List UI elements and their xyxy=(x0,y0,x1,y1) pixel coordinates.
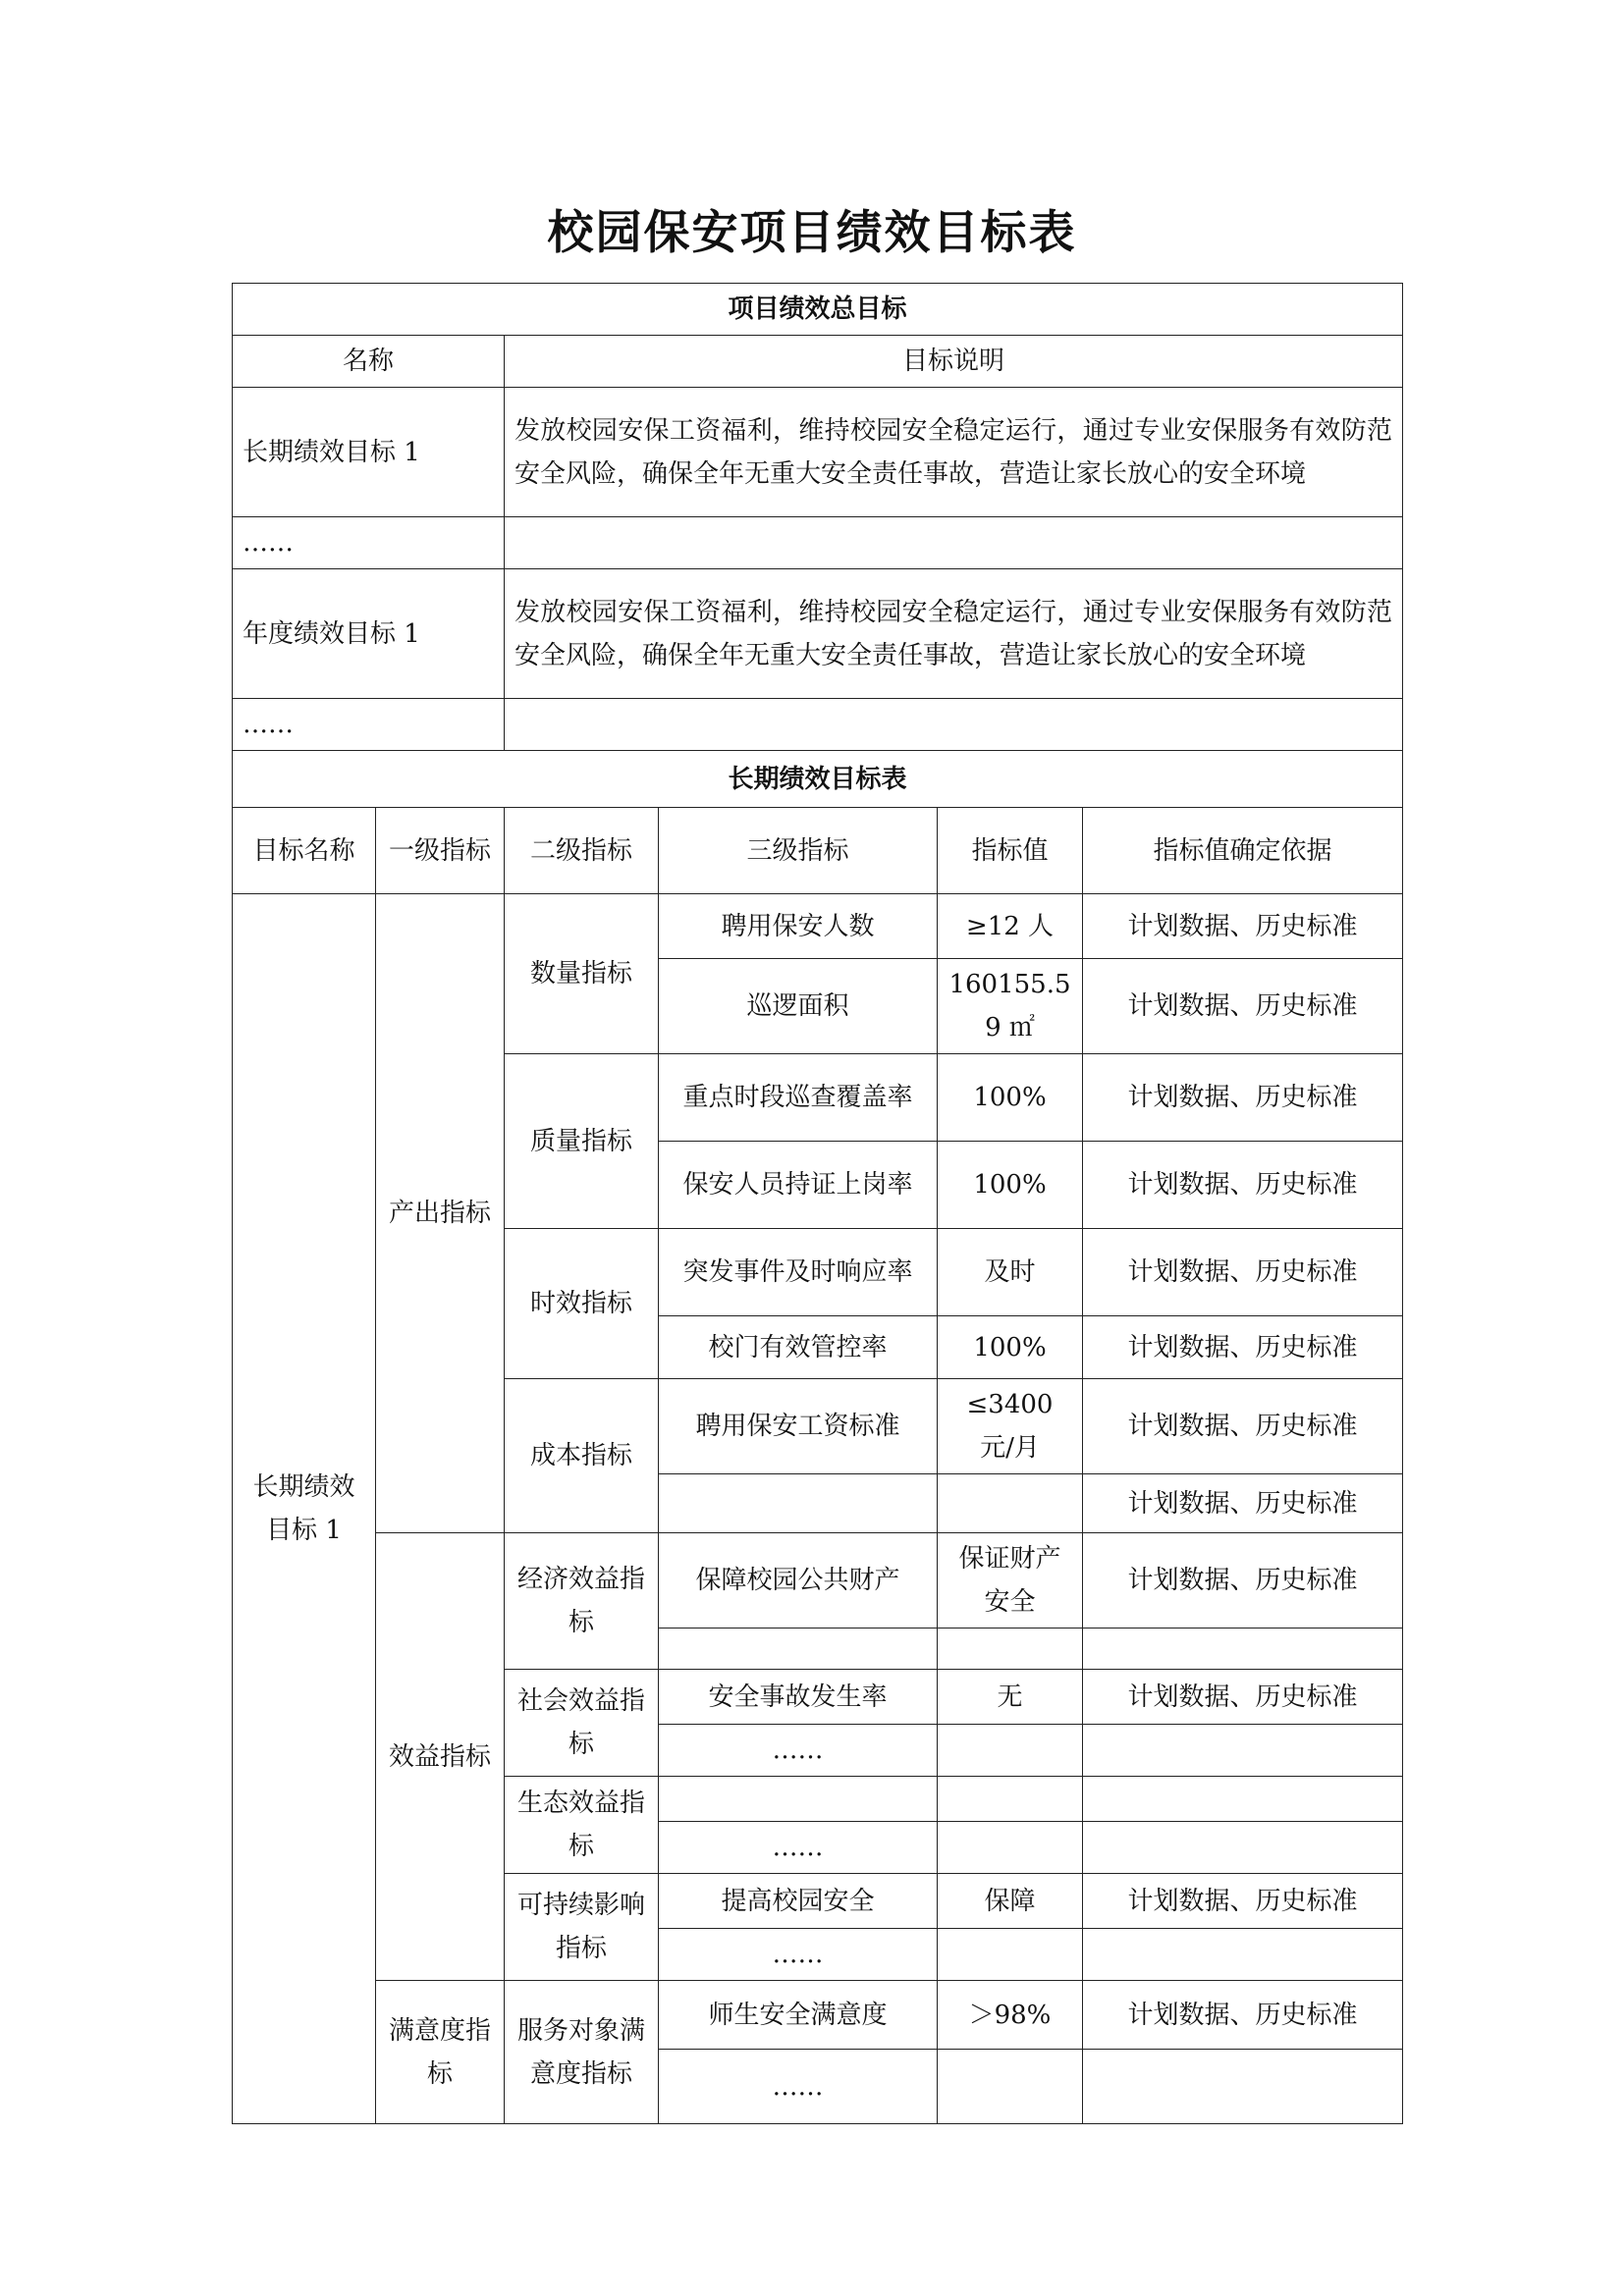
value-cell: 无 xyxy=(938,1670,1083,1725)
level1-output: 产出指标 xyxy=(376,894,505,1533)
basis-cell xyxy=(1083,1629,1403,1670)
level3-cell: 聘用保安工资标准 xyxy=(659,1379,938,1474)
value-cell xyxy=(938,1822,1083,1874)
basis-cell: 计划数据、历史标准 xyxy=(1083,1474,1403,1533)
basis-cell: 计划数据、历史标准 xyxy=(1083,894,1403,959)
value-cell: 160155.59 ㎡ xyxy=(938,959,1083,1054)
basis-cell xyxy=(1083,1822,1403,1874)
level2-quantity: 数量指标 xyxy=(505,894,659,1054)
level3-cell xyxy=(659,1474,938,1533)
summary-row-desc xyxy=(505,517,1403,569)
basis-cell: 计划数据、历史标准 xyxy=(1083,1142,1403,1229)
level2-timeliness: 时效指标 xyxy=(505,1229,659,1379)
col-header-level2: 二级指标 xyxy=(505,808,659,894)
value-cell: ≤3400 元/月 xyxy=(938,1379,1083,1474)
value-cell xyxy=(938,1474,1083,1533)
basis-cell: 计划数据、历史标准 xyxy=(1083,1981,1403,2050)
summary-heading: 项目绩效总目标 xyxy=(233,284,1403,336)
performance-table xyxy=(232,283,1403,2124)
level3-cell: 突发事件及时响应率 xyxy=(659,1229,938,1316)
level3-cell: …… xyxy=(659,1822,938,1874)
level3-cell: 师生安全满意度 xyxy=(659,1981,938,2050)
level2-social: 社会效益指标 xyxy=(505,1670,659,1777)
basis-cell xyxy=(1083,2050,1403,2124)
level3-cell: …… xyxy=(659,2050,938,2124)
value-cell: ≥12 人 xyxy=(938,894,1083,959)
longterm-heading: 长期绩效目标表 xyxy=(233,751,1403,808)
level3-cell: 聘用保安人数 xyxy=(659,894,938,959)
value-cell xyxy=(938,1929,1083,1981)
level2-ecological: 生态效益指标 xyxy=(505,1777,659,1874)
value-cell: ＞98% xyxy=(938,1981,1083,2050)
value-cell: 保障 xyxy=(938,1874,1083,1929)
basis-cell: 计划数据、历史标准 xyxy=(1083,1670,1403,1725)
level3-cell xyxy=(659,1629,938,1670)
value-cell xyxy=(938,1777,1083,1822)
level1-benefit: 效益指标 xyxy=(376,1533,505,1981)
col-header-name: 名称 xyxy=(233,336,505,388)
value-cell xyxy=(938,2050,1083,2124)
level1-satisfaction: 满意度指标 xyxy=(376,1981,505,2124)
col-header-desc: 目标说明 xyxy=(505,336,1403,388)
basis-cell xyxy=(1083,1725,1403,1777)
basis-cell: 计划数据、历史标准 xyxy=(1083,1316,1403,1379)
summary-row-desc xyxy=(505,699,1403,751)
col-header-goal: 目标名称 xyxy=(233,808,376,894)
value-cell: 100% xyxy=(938,1142,1083,1229)
summary-row-name: 年度绩效目标 1 xyxy=(233,569,505,699)
level3-cell: 保安人员持证上岗率 xyxy=(659,1142,938,1229)
basis-cell: 计划数据、历史标准 xyxy=(1083,1533,1403,1629)
level3-cell: 巡逻面积 xyxy=(659,959,938,1054)
basis-cell: 计划数据、历史标准 xyxy=(1083,1379,1403,1474)
level3-cell: 重点时段巡查覆盖率 xyxy=(659,1054,938,1142)
value-cell: 100% xyxy=(938,1054,1083,1142)
value-cell: 保证财产安全 xyxy=(938,1533,1083,1629)
level2-satisfaction: 服务对象满意度指标 xyxy=(505,1981,659,2124)
summary-row-name: …… xyxy=(233,699,505,751)
value-cell xyxy=(938,1725,1083,1777)
level3-cell: …… xyxy=(659,1929,938,1981)
level2-cost: 成本指标 xyxy=(505,1379,659,1533)
goal-name: 长期绩效目标 1 xyxy=(233,894,376,2124)
basis-cell xyxy=(1083,1929,1403,1981)
basis-cell xyxy=(1083,1777,1403,1822)
level3-cell: 校门有效管控率 xyxy=(659,1316,938,1379)
col-header-level3: 三级指标 xyxy=(659,808,938,894)
level3-cell: …… xyxy=(659,1725,938,1777)
summary-row-name: …… xyxy=(233,517,505,569)
basis-cell: 计划数据、历史标准 xyxy=(1083,1054,1403,1142)
col-header-value: 指标值 xyxy=(938,808,1083,894)
basis-cell: 计划数据、历史标准 xyxy=(1083,1874,1403,1929)
summary-row-name: 长期绩效目标 1 xyxy=(233,388,505,517)
value-cell: 100% xyxy=(938,1316,1083,1379)
level2-economic: 经济效益指标 xyxy=(505,1533,659,1670)
level3-cell: 提高校园安全 xyxy=(659,1874,938,1929)
col-header-basis: 指标值确定依据 xyxy=(1083,808,1403,894)
col-header-level1: 一级指标 xyxy=(376,808,505,894)
basis-cell: 计划数据、历史标准 xyxy=(1083,1229,1403,1316)
level2-sustainable: 可持续影响指标 xyxy=(505,1874,659,1981)
level3-cell: 安全事故发生率 xyxy=(659,1670,938,1725)
value-cell: 及时 xyxy=(938,1229,1083,1316)
value-cell xyxy=(938,1629,1083,1670)
basis-cell: 计划数据、历史标准 xyxy=(1083,959,1403,1054)
level2-quality: 质量指标 xyxy=(505,1054,659,1229)
summary-row-desc: 发放校园安保工资福利，维持校园安全稳定运行，通过专业安保服务有效防范安全风险，确保全年无重大安全责任事故，营造让家长放心的安全环境 xyxy=(505,569,1403,699)
level3-cell xyxy=(659,1777,938,1822)
level3-cell: 保障校园公共财产 xyxy=(659,1533,938,1629)
page-title: 校园保安项目绩效目标表 xyxy=(547,206,1077,260)
summary-row-desc: 发放校园安保工资福利，维持校园安全稳定运行，通过专业安保服务有效防范安全风险，确保全年无重大安全责任事故，营造让家长放心的安全环境 xyxy=(505,388,1403,517)
